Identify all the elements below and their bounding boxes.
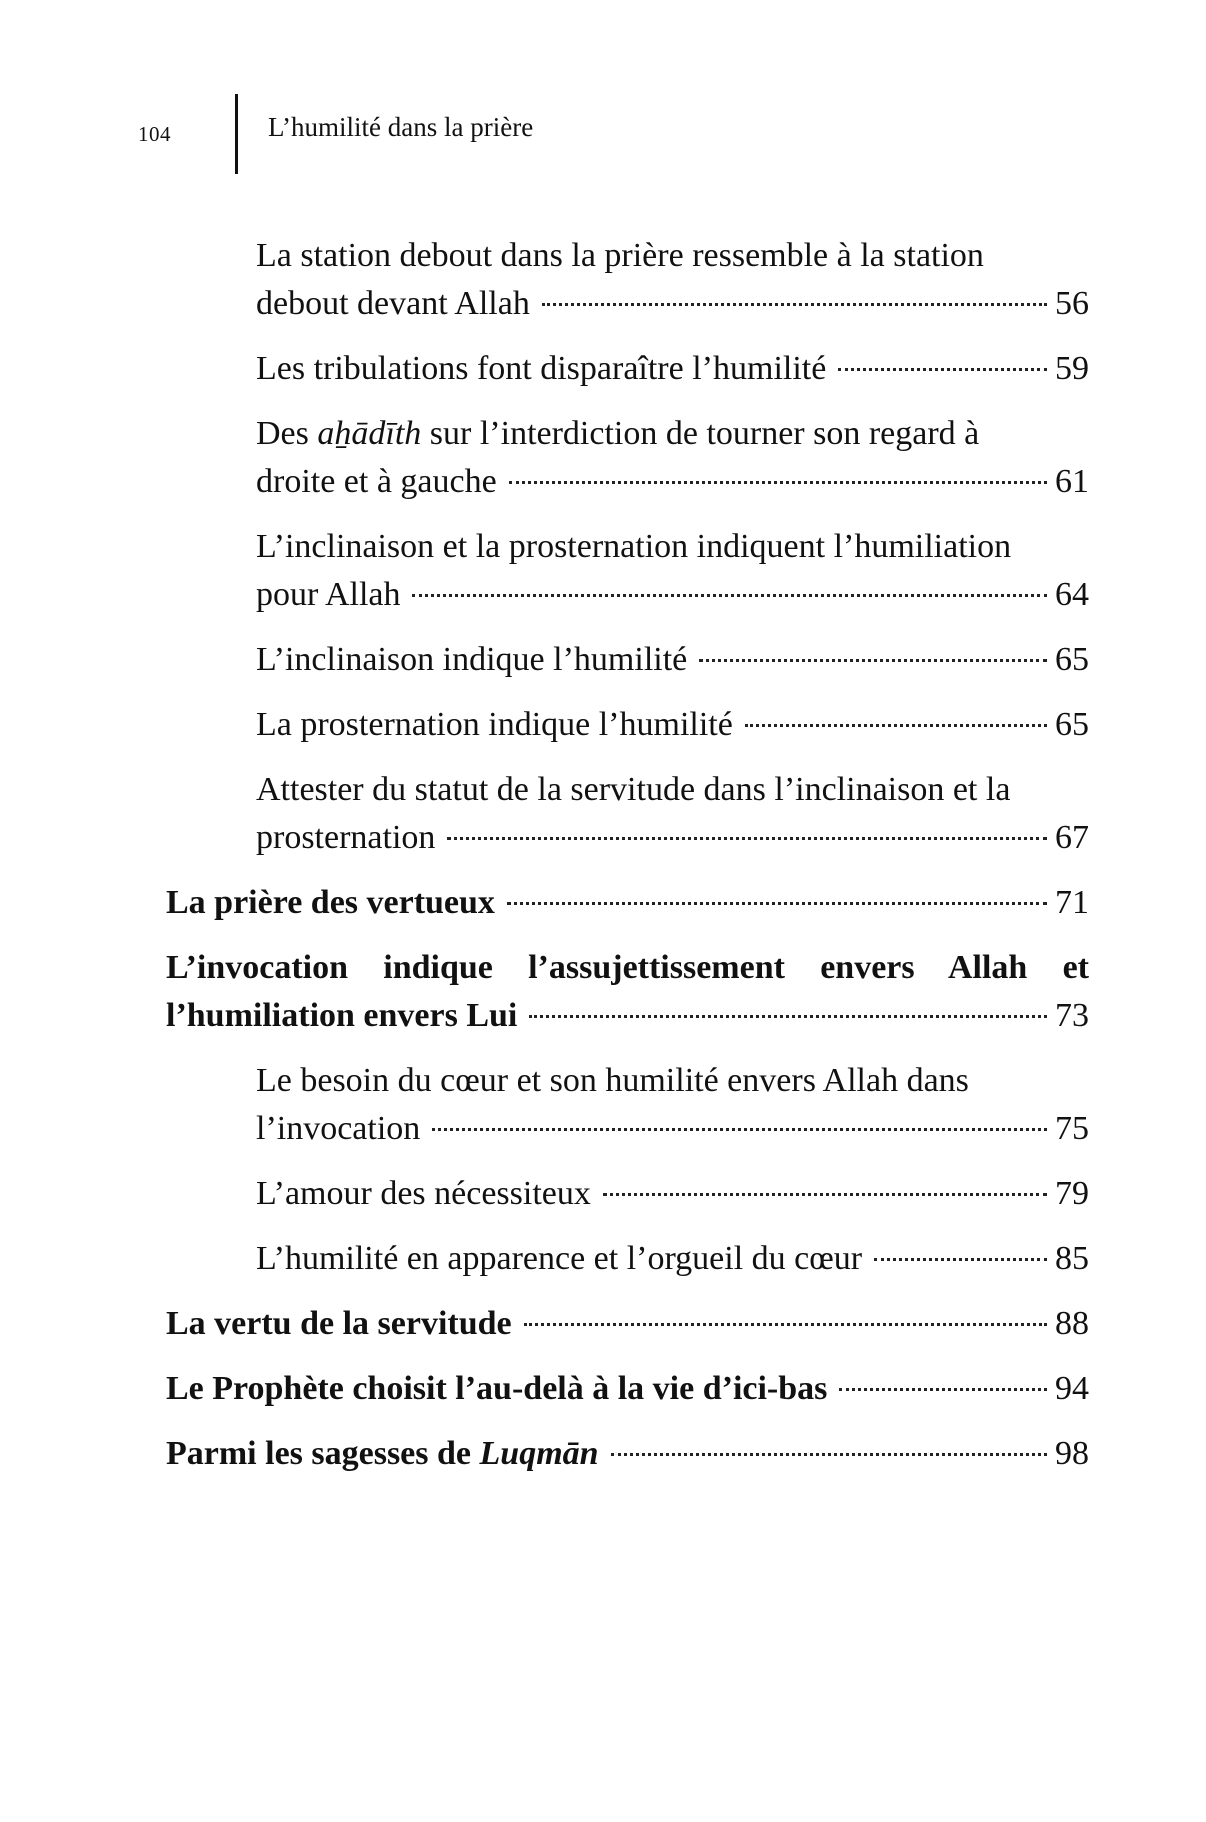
dot-leader — [603, 1193, 1047, 1196]
dot-leader — [699, 659, 1047, 662]
toc-page-number: 88 — [1055, 1305, 1089, 1342]
toc-page-number: 56 — [1055, 285, 1089, 322]
running-title: L’humilité dans la prière — [268, 112, 534, 142]
header-divider — [235, 94, 238, 174]
toc-entry — [166, 345, 1089, 393]
toc-chapter-entry — [166, 944, 1089, 1040]
dot-leader — [507, 902, 1047, 905]
toc-entry-title: L’amour des nécessiteux — [256, 1175, 591, 1212]
toc-page-number: 71 — [1055, 884, 1089, 921]
toc-page-number: 94 — [1055, 1370, 1089, 1407]
toc-entry-title-line2: prosternation — [256, 819, 436, 856]
dot-leader — [611, 1453, 1047, 1456]
dot-leader — [874, 1258, 1047, 1261]
toc-entry-text: sur l’interdiction de tourner son regard à — [421, 415, 980, 452]
toc-entry-title-line2: l’invocation — [256, 1110, 421, 1147]
toc-page-number: 75 — [1055, 1110, 1089, 1147]
dot-leader — [838, 368, 1047, 371]
toc-entry-title-line1: La station debout dans la prière ressemble à la station — [256, 237, 984, 274]
toc-entry — [166, 1170, 1089, 1218]
dot-leader — [509, 481, 1047, 484]
toc-entry — [166, 766, 1089, 862]
toc-entry-title-line1: L’invocation indique l’assujettissement envers Allah et — [166, 949, 1089, 986]
toc-entry — [166, 1057, 1089, 1153]
dot-leader — [524, 1323, 1047, 1326]
toc-page-number: 64 — [1055, 576, 1089, 613]
toc-entry-title-line2: l’humiliation envers Lui — [166, 997, 518, 1034]
toc-entry-title-line2: debout devant Allah — [256, 285, 530, 322]
toc-entry-title: La vertu de la servitude — [166, 1305, 512, 1342]
toc-chapter-entry — [166, 1365, 1089, 1413]
page-number: 104 — [138, 122, 171, 146]
toc-entry-title: Le Prophète choisit l’au-delà à la vie d’ici-bas — [166, 1370, 828, 1407]
toc-entry-title-line1: Attester du statut de la servitude dans l’inclinaison et la — [256, 771, 1011, 808]
toc-page-number: 98 — [1055, 1435, 1089, 1472]
toc-entry — [166, 701, 1089, 749]
toc-chapter-entry — [166, 1300, 1089, 1348]
toc-entry-title-line1 — [256, 410, 1089, 458]
toc-entry — [166, 232, 1089, 328]
toc-entry-title: La prière des vertueux — [166, 884, 495, 921]
toc-page-number: 65 — [1055, 706, 1089, 743]
toc-entry-title — [166, 1430, 599, 1478]
dot-leader — [432, 1128, 1047, 1131]
dot-leader — [542, 303, 1047, 306]
toc-entry — [166, 523, 1089, 619]
dot-leader — [839, 1388, 1047, 1391]
toc-entry — [166, 1235, 1089, 1283]
toc-entry — [166, 636, 1089, 684]
toc-entry-text: Parmi les sagesses de — [166, 1435, 480, 1472]
table-of-contents — [166, 232, 1089, 1495]
toc-page-number: 61 — [1055, 463, 1089, 500]
toc-entry-title-line1: L’inclinaison et la prosternation indiquent l’humiliation — [256, 528, 1012, 565]
toc-entry-title: La prosternation indique l’humilité — [256, 706, 733, 743]
toc-entry-text: Des — [256, 415, 318, 452]
toc-entry-title-line1: Le besoin du cœur et son humilité envers Allah dans — [256, 1062, 969, 1099]
toc-page-number: 65 — [1055, 641, 1089, 678]
toc-page-number: 67 — [1055, 819, 1089, 856]
toc-entry-italic-term: Luqmān — [479, 1435, 599, 1472]
toc-page-number: 85 — [1055, 1240, 1089, 1277]
toc-chapter-entry — [166, 879, 1089, 927]
toc-entry-title: Les tribulations font disparaître l’humilité — [256, 350, 827, 387]
dot-leader — [529, 1015, 1047, 1018]
toc-page-number: 73 — [1055, 997, 1089, 1034]
dot-leader — [745, 724, 1047, 727]
toc-entry-title-line2: droite et à gauche — [256, 463, 497, 500]
toc-entry-italic-term: aẖādīth — [317, 415, 422, 452]
toc-entry-title-line2: pour Allah — [256, 576, 401, 613]
toc-chapter-entry — [166, 1430, 1089, 1478]
dot-leader — [447, 837, 1047, 840]
toc-entry-title: L’humilité en apparence et l’orgueil du cœur — [256, 1240, 863, 1277]
dot-leader — [412, 594, 1047, 597]
toc-entry — [166, 410, 1089, 506]
toc-page-number: 59 — [1055, 350, 1089, 387]
toc-page-number: 79 — [1055, 1175, 1089, 1212]
toc-entry-title: L’inclinaison indique l’humilité — [256, 641, 688, 678]
